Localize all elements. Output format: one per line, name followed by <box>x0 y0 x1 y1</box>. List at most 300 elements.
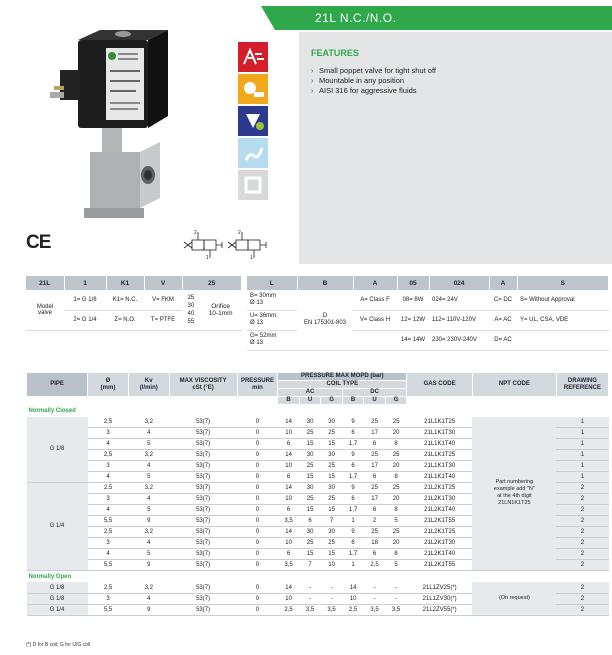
table-cell: 30 <box>299 482 321 493</box>
order-code-table-left <box>26 276 242 331</box>
pipe-option: 1= G 1/8 <box>64 290 106 310</box>
table-cell: 3,5 <box>321 604 343 615</box>
table-cell: 1 <box>556 460 608 471</box>
table-cell: 17 <box>364 460 386 471</box>
table-cell: 2,5 <box>342 604 364 615</box>
steam-icon <box>238 138 268 168</box>
table-cell: 53(7) <box>169 427 237 438</box>
coil-letter: U <box>364 397 386 405</box>
table-cell: 25 <box>321 493 343 504</box>
table-cell: 3 <box>88 460 129 471</box>
features-title: FEATURES <box>311 48 359 58</box>
coil-size: G= 52mm Ø 13 <box>247 330 297 350</box>
product-photo <box>40 30 200 225</box>
table-cell: 5 <box>385 515 407 526</box>
table-cell: 15 <box>321 471 343 482</box>
orifice-value: 25 <box>187 294 195 301</box>
table-cell: 1 <box>342 559 364 570</box>
table-cell: - <box>385 593 407 604</box>
function-option: K1= N.C. <box>106 290 144 310</box>
npt-note: Part numbering example add "N" at the 4th digit 21LN1K1T25 <box>472 417 556 571</box>
table-cell: 25 <box>364 417 386 428</box>
order-code-table-right <box>247 276 609 351</box>
table-cell: 4 <box>128 493 169 504</box>
table-cell: 53(7) <box>169 504 237 515</box>
table-cell: 2 <box>556 604 608 615</box>
code-header: A <box>489 276 517 290</box>
seal-option: V= FKM <box>144 290 182 310</box>
table-cell: 14 <box>278 582 300 593</box>
col-pressure-min: PRESSURE min <box>237 373 278 397</box>
page-title: 21L N.C./N.O. <box>315 11 397 25</box>
table-cell: 9 <box>128 604 169 615</box>
table-cell: 3,5 <box>299 604 321 615</box>
table-cell: 2,5 <box>364 559 386 570</box>
col-pressure-max: PRESSURE MAX MOPD (bar) <box>278 373 407 381</box>
table-cell: 5 <box>128 504 169 515</box>
table-cell: 21L2K1T30 <box>407 537 473 548</box>
table-cell: 2 <box>556 504 608 515</box>
table-cell: 2,5 <box>88 482 129 493</box>
col-pipe: PIPE <box>27 373 88 397</box>
table-cell: 6 <box>278 471 300 482</box>
table-cell: 25 <box>364 482 386 493</box>
table-cell: 10 <box>278 460 300 471</box>
current-type: A= AC <box>489 310 517 330</box>
table-cell: 25 <box>299 460 321 471</box>
code-header: 1 <box>64 276 106 290</box>
table-cell: 3,5 <box>278 559 300 570</box>
feature-item: › Small poppet valve for tight shut off <box>311 66 612 76</box>
table-cell: 21L1K1T30 <box>407 460 473 471</box>
table-cell: 53(7) <box>169 493 237 504</box>
approval-option: S= Without Approval <box>517 290 609 310</box>
table-cell: 53(7) <box>169 515 237 526</box>
table-cell: - <box>364 593 386 604</box>
npt-note: (On request) <box>472 582 556 615</box>
table-cell: 0 <box>237 482 278 493</box>
table-cell: 9 <box>342 449 364 460</box>
table-cell: 3,2 <box>128 582 169 593</box>
table-cell: 53(7) <box>169 438 237 449</box>
table-cell: 5 <box>128 471 169 482</box>
table-cell: 25 <box>385 526 407 537</box>
power-option: 12= 12W <box>397 310 429 330</box>
table-cell: 0 <box>237 526 278 537</box>
table-cell: 18 <box>364 537 386 548</box>
table-cell: - <box>385 582 407 593</box>
orifice-value: 40 <box>187 310 195 317</box>
table-cell: 3,5 <box>278 515 300 526</box>
svg-text:1: 1 <box>250 255 253 261</box>
connector-standard: D EN 175301-803 <box>297 290 353 350</box>
table-cell: 14 <box>278 449 300 460</box>
table-cell: 6 <box>364 471 386 482</box>
table-cell: 9 <box>128 559 169 570</box>
table-cell: 53(7) <box>169 582 237 593</box>
voltage-option: 024= 24V <box>429 290 489 310</box>
table-cell: 8 <box>385 471 407 482</box>
orifice-value: 30 <box>187 302 195 309</box>
table-cell: 3 <box>88 427 129 438</box>
table-cell: 1 <box>556 449 608 460</box>
col-gas-code: GAS CODE <box>407 373 473 397</box>
table-cell: - <box>299 582 321 593</box>
table-cell: 1,7 <box>342 471 364 482</box>
table-cell: 15 <box>321 438 343 449</box>
coil-letter: B <box>278 397 300 405</box>
section-title: Normally Closed <box>28 407 76 414</box>
table-cell: 53(7) <box>169 482 237 493</box>
coil-type-header: COIL TYPE <box>278 381 407 389</box>
table-cell: 3,5 <box>364 604 386 615</box>
table-cell: - <box>321 582 343 593</box>
coil-size: U= 36mm Ø 13 <box>247 310 297 330</box>
table-cell: 30 <box>299 417 321 428</box>
table-cell: 14 <box>278 482 300 493</box>
code-header: K1 <box>106 276 144 290</box>
table-cell: 2 <box>556 593 608 604</box>
table-cell: - <box>364 582 386 593</box>
table-cell: 1 <box>556 438 608 449</box>
voltage-option: 230= 230V-240V <box>429 330 489 350</box>
table-cell: 53(7) <box>169 537 237 548</box>
power-option: 14= 14W <box>397 330 429 350</box>
oil-icon <box>238 106 268 136</box>
model-label: Model valve <box>26 290 64 330</box>
table-cell: 53(7) <box>169 460 237 471</box>
table-cell: 5,5 <box>88 559 129 570</box>
title-banner <box>275 6 612 30</box>
table-cell: 1 <box>556 417 608 428</box>
table-cell: - <box>299 593 321 604</box>
table-cell: 0 <box>237 548 278 559</box>
col-npt-code: NPT CODE <box>472 373 556 397</box>
table-cell: 25 <box>385 482 407 493</box>
table-cell: 53(7) <box>169 471 237 482</box>
table-cell: 25 <box>385 449 407 460</box>
table-cell: 15 <box>299 438 321 449</box>
table-cell: 0 <box>237 417 278 428</box>
table-cell: 25 <box>385 417 407 428</box>
dc-header: DC <box>342 389 407 397</box>
table-cell: 5 <box>385 559 407 570</box>
table-cell: 30 <box>321 449 343 460</box>
pipe-cell: G 1/8 <box>27 417 88 483</box>
ac-header: AC <box>278 389 343 397</box>
table-cell: 3 <box>88 593 129 604</box>
table-cell: 6 <box>364 438 386 449</box>
code-header: 05 <box>397 276 429 290</box>
pipe-cell: G 1/4 <box>27 482 88 570</box>
table-cell: 21L1K1T40 <box>407 438 473 449</box>
table-cell: 2 <box>556 548 608 559</box>
table-cell: 1 <box>556 471 608 482</box>
table-cell: 30 <box>299 449 321 460</box>
table-cell: 15 <box>321 504 343 515</box>
approval-option <box>517 330 609 350</box>
table-cell: 21L1K1T30 <box>407 427 473 438</box>
table-cell: 6 <box>342 460 364 471</box>
table-cell: 21L1K1T25 <box>407 449 473 460</box>
table-cell: 25 <box>364 449 386 460</box>
table-cell: 0 <box>237 593 278 604</box>
table-cell: 5 <box>128 548 169 559</box>
table-cell: 2 <box>556 559 608 570</box>
table-cell: 21L2K1T40 <box>407 504 473 515</box>
table-cell: 1,7 <box>342 504 364 515</box>
table-cell: 10 <box>342 593 364 604</box>
coil-letter: G <box>321 397 343 405</box>
footnote: (*) D for B coil; G for U/G coil <box>26 642 91 648</box>
code-header: S <box>517 276 609 290</box>
table-cell: 9 <box>342 526 364 537</box>
table-cell: 3,2 <box>128 526 169 537</box>
air-icon <box>238 42 268 72</box>
table-cell: 53(7) <box>169 559 237 570</box>
table-cell: 53(7) <box>169 593 237 604</box>
table-cell: 10 <box>278 537 300 548</box>
table-cell: 21L1ZV30(*) <box>407 593 473 604</box>
application-icons <box>238 42 268 202</box>
table-cell: 14 <box>278 526 300 537</box>
svg-text:1: 1 <box>206 255 209 261</box>
table-cell: 3 <box>88 493 129 504</box>
table-cell: 3,2 <box>128 449 169 460</box>
coil-letter: G <box>385 397 407 405</box>
table-cell: 3,5 <box>385 604 407 615</box>
table-cell: 3,2 <box>128 417 169 428</box>
table-cell: 53(7) <box>169 417 237 428</box>
pipe-cell: G 1/4 <box>27 604 88 615</box>
table-cell: 3,2 <box>128 482 169 493</box>
table-cell: 6 <box>342 427 364 438</box>
table-cell: 25 <box>299 493 321 504</box>
table-cell: 9 <box>128 515 169 526</box>
water-icon <box>238 74 268 104</box>
col-kv: Kv (l/min) <box>128 373 169 397</box>
table-cell: 21L2K1T40 <box>407 548 473 559</box>
pipe-option: 2= G 1/4 <box>64 310 106 330</box>
table-cell: 4 <box>88 438 129 449</box>
table-cell: 25 <box>299 537 321 548</box>
spec-table-body <box>27 405 609 616</box>
table-cell: 0 <box>237 460 278 471</box>
table-cell: 15 <box>321 548 343 559</box>
table-cell: 21L2K1T25 <box>407 482 473 493</box>
table-cell: 10 <box>278 427 300 438</box>
code-header: 25 <box>182 276 242 290</box>
table-cell: 2 <box>364 515 386 526</box>
table-row <box>27 582 609 593</box>
table-cell: 21L1K1T40 <box>407 471 473 482</box>
table-cell: 0 <box>237 582 278 593</box>
section-row <box>27 570 609 582</box>
current-type: C= DC <box>489 290 517 310</box>
table-cell: 2,5 <box>88 417 129 428</box>
power-option: 08= 8W <box>397 290 429 310</box>
table-cell: 25 <box>321 537 343 548</box>
col-drawing: DRAWING REFERENCE <box>556 373 608 397</box>
table-cell: 2 <box>556 515 608 526</box>
table-cell: 6 <box>342 537 364 548</box>
table-cell: 4 <box>128 460 169 471</box>
code-header: A <box>353 276 397 290</box>
table-cell: 20 <box>385 460 407 471</box>
table-cell: 2 <box>556 582 608 593</box>
feature-item: › AISI 316 for aggressive fluids <box>311 86 612 96</box>
table-cell: 53(7) <box>169 526 237 537</box>
table-cell: 30 <box>321 526 343 537</box>
table-cell: 53(7) <box>169 548 237 559</box>
insulation-class: V= Class H <box>353 310 397 330</box>
code-header: V <box>144 276 182 290</box>
table-cell: 21L2K1T25 <box>407 526 473 537</box>
valve-symbols <box>180 226 270 262</box>
seal-option: T= PTFE <box>144 310 182 330</box>
svg-text:2: 2 <box>194 230 197 236</box>
table-cell: 4 <box>128 593 169 604</box>
function-option: Z= N.O. <box>106 310 144 330</box>
table-cell: 5 <box>128 438 169 449</box>
table-cell: 9 <box>342 417 364 428</box>
table-cell: 6 <box>342 493 364 504</box>
table-cell: 8 <box>385 438 407 449</box>
approval-option: Y= UL, CSA, VDE <box>517 310 609 330</box>
table-cell: 30 <box>321 417 343 428</box>
table-cell: 53(7) <box>169 449 237 460</box>
table-cell: 6 <box>299 515 321 526</box>
table-cell: 2,5 <box>88 449 129 460</box>
table-cell: 10 <box>278 593 300 604</box>
table-cell: 14 <box>278 417 300 428</box>
table-cell: 10 <box>321 559 343 570</box>
table-cell: 4 <box>128 537 169 548</box>
table-cell: 21L2K1T55 <box>407 559 473 570</box>
section-title: Normally Open <box>28 573 72 580</box>
table-cell: 4 <box>128 427 169 438</box>
table-cell: 21L2K1T30 <box>407 493 473 504</box>
coil-letter: B <box>342 397 364 405</box>
table-cell: 2,5 <box>278 604 300 615</box>
table-cell: 20 <box>385 537 407 548</box>
table-cell: 5,5 <box>88 604 129 615</box>
orifice-values <box>182 290 200 330</box>
code-header: 21L <box>26 276 64 290</box>
voltage-option: 112= 110V-120V <box>429 310 489 330</box>
table-cell: 10 <box>278 493 300 504</box>
table-cell: 15 <box>299 504 321 515</box>
table-cell: 2 <box>556 493 608 504</box>
table-cell: 0 <box>237 471 278 482</box>
table-cell: 17 <box>364 427 386 438</box>
orifice-value: 55 <box>187 318 195 325</box>
col-orifice: Ø (mm) <box>88 373 129 397</box>
table-cell: 8 <box>385 548 407 559</box>
table-cell: 53(7) <box>169 604 237 615</box>
table-cell: 6 <box>364 548 386 559</box>
table-cell: 1 <box>556 427 608 438</box>
pipe-cell: G 1/8 <box>27 582 88 593</box>
features-panel <box>299 32 612 264</box>
table-cell: 1 <box>342 515 364 526</box>
table-cell: 6 <box>364 504 386 515</box>
table-cell: 2,5 <box>88 582 129 593</box>
table-cell: 0 <box>237 537 278 548</box>
table-cell: 4 <box>88 471 129 482</box>
table-cell: 21L2K1T55 <box>407 515 473 526</box>
table-cell: 25 <box>321 427 343 438</box>
col-viscosity: MAX VISCOSITY cSt (°E) <box>169 373 237 397</box>
table-cell: 2,5 <box>88 526 129 537</box>
table-cell: 1,7 <box>342 438 364 449</box>
coil-size: B= 30mm Ø 13 <box>247 290 297 310</box>
pipe-cell: G 1/8 <box>27 593 88 604</box>
table-cell: 9 <box>342 482 364 493</box>
table-cell: 6 <box>278 438 300 449</box>
table-cell: 0 <box>237 438 278 449</box>
table-cell: 21L1K1T25 <box>407 417 473 428</box>
current-type: D= AC <box>489 330 517 350</box>
table-cell: 0 <box>237 493 278 504</box>
table-cell: 6 <box>278 548 300 559</box>
table-cell: 6 <box>278 504 300 515</box>
table-row <box>27 417 609 428</box>
table-cell: 15 <box>299 471 321 482</box>
orifice-label: Orifice 10-1mm <box>200 290 242 330</box>
table-cell: 21L2ZV55(*) <box>407 604 473 615</box>
table-cell: 3 <box>88 537 129 548</box>
code-header: 024 <box>429 276 489 290</box>
table-cell: 25 <box>321 460 343 471</box>
vacuum-icon <box>238 170 268 200</box>
table-cell: 30 <box>321 482 343 493</box>
table-cell: 0 <box>237 504 278 515</box>
table-cell: 0 <box>237 427 278 438</box>
table-cell: 8 <box>385 504 407 515</box>
coil-letter: U <box>299 397 321 405</box>
table-cell: 30 <box>299 526 321 537</box>
table-cell: 2 <box>556 482 608 493</box>
ce-mark: CE <box>26 232 51 253</box>
table-cell: 2 <box>556 526 608 537</box>
feature-item: › Mountable in any position <box>311 76 612 86</box>
table-cell: 4 <box>88 548 129 559</box>
table-cell: 25 <box>299 427 321 438</box>
table-cell: 14 <box>342 582 364 593</box>
table-cell: 17 <box>364 493 386 504</box>
spec-table <box>26 372 609 616</box>
table-cell: 0 <box>237 449 278 460</box>
table-cell: - <box>321 593 343 604</box>
table-cell: 0 <box>237 604 278 615</box>
code-header: L <box>247 276 297 290</box>
table-cell: 7 <box>321 515 343 526</box>
table-cell: 4 <box>88 504 129 515</box>
insulation-class: A= Class F <box>353 290 397 310</box>
code-header: B <box>297 276 353 290</box>
table-cell: 7 <box>299 559 321 570</box>
table-cell: 5,5 <box>88 515 129 526</box>
table-cell: 21L1ZV25(*) <box>407 582 473 593</box>
table-cell: 0 <box>237 515 278 526</box>
table-cell: 20 <box>385 427 407 438</box>
table-cell: 20 <box>385 493 407 504</box>
table-cell: 0 <box>237 559 278 570</box>
table-cell: 25 <box>364 526 386 537</box>
table-cell: 2 <box>556 537 608 548</box>
table-cell: 1,7 <box>342 548 364 559</box>
